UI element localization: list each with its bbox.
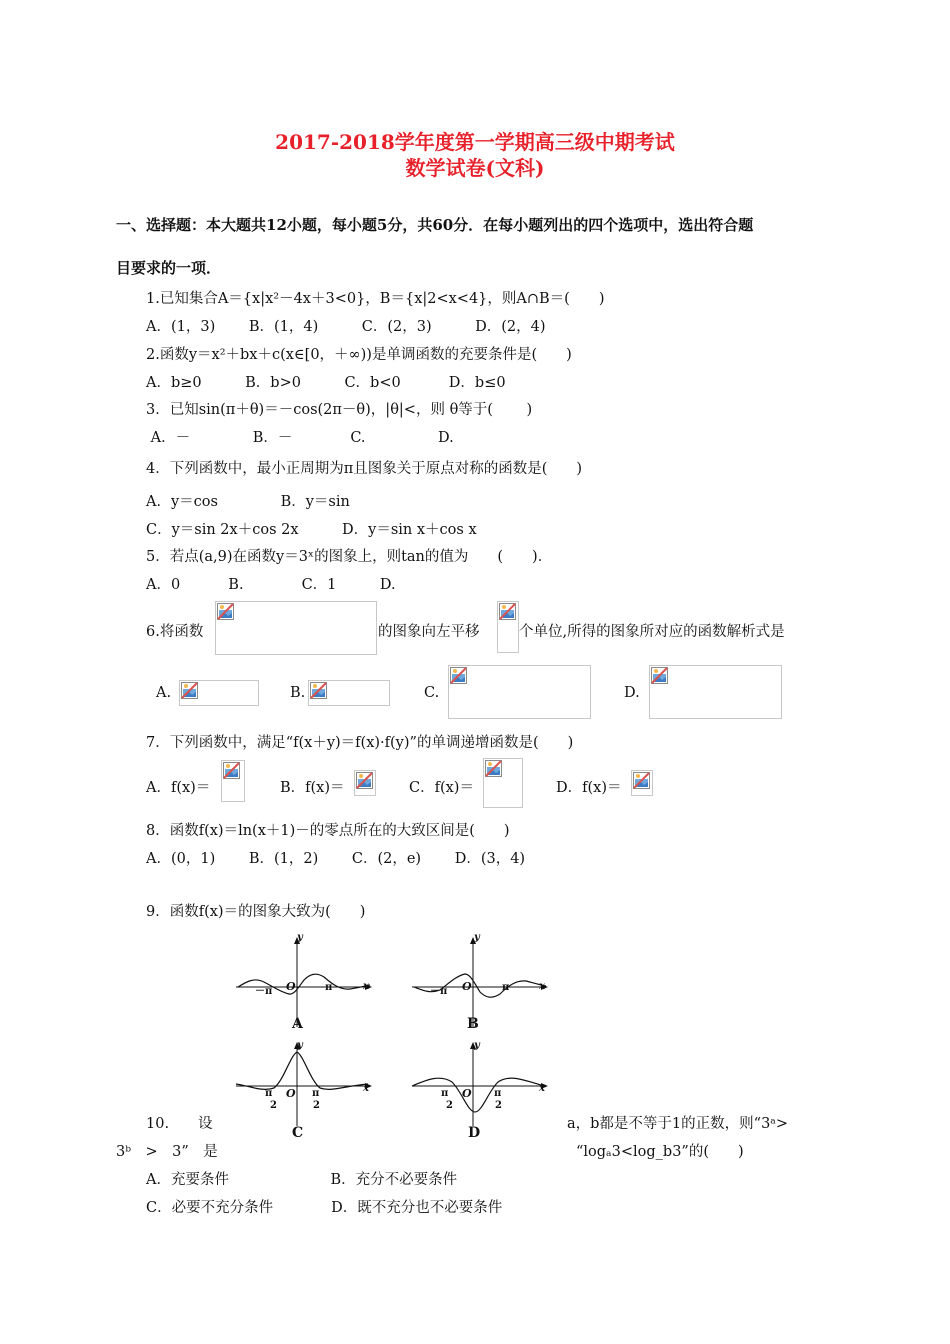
broken-image-icon bbox=[633, 772, 650, 789]
question-7-option-b: B．f(x)＝ bbox=[280, 780, 345, 796]
formula-image bbox=[649, 665, 782, 719]
section-heading: 一、选择题：本大题共12小题，每小题5分，共60分．在每小题列出的四个选项中，选出符合题 bbox=[116, 216, 754, 234]
tick-label: 2 bbox=[313, 1100, 320, 1111]
broken-image-icon bbox=[450, 667, 467, 684]
formula-image bbox=[179, 680, 259, 706]
question-7: 7．下列函数中，满足“f(x＋y)＝f(x)·f(y)”的单调递增函数是( ) bbox=[146, 735, 574, 751]
question-3-options: A．－ B．－ C. D. bbox=[146, 430, 454, 446]
section-heading-cont: 目要求的一项． bbox=[116, 259, 222, 277]
origin-label: O bbox=[462, 1087, 472, 1100]
tick-label: －π bbox=[430, 986, 448, 997]
question-8: 8．函数f(x)＝ln(x＋1)－的零点所在的大致区间是( ) bbox=[146, 823, 510, 839]
x-axis-label: x bbox=[363, 981, 369, 992]
question-6-option-b: B. bbox=[290, 685, 306, 701]
tick-label: 2 bbox=[446, 1100, 453, 1111]
formula-image bbox=[221, 760, 245, 802]
formula-image bbox=[483, 758, 523, 808]
question-10-options-1: A．充要条件 B．充分不必要条件 bbox=[146, 1172, 458, 1188]
question-4-options-2: C．y＝sin 2x＋cos 2x D．y＝sin x＋cos x bbox=[146, 522, 477, 538]
question-6-part-b: 的图象向左平移 bbox=[378, 624, 480, 640]
formula-image bbox=[448, 665, 591, 719]
question-8-options: A．(0，1) B．(1，2) C．(2，e) D．(3，4) bbox=[146, 851, 526, 867]
broken-image-icon bbox=[181, 682, 198, 699]
formula-image bbox=[631, 770, 653, 796]
tick-label: π bbox=[325, 982, 333, 993]
graph-a-label: A bbox=[292, 1016, 303, 1032]
graph-d-label: D bbox=[468, 1125, 481, 1141]
question-5: 5．若点(a,9)在函数y＝3ˣ的图象上，则tan的值为 ( )． bbox=[146, 549, 553, 565]
formula-image bbox=[215, 601, 377, 655]
broken-image-icon bbox=[217, 603, 234, 620]
tick-label: 2 bbox=[270, 1100, 277, 1111]
question-1: 1.已知集合A＝{x|x²－4x＋3<0}，B＝{x|2<x<4}，则A∩B＝( ) bbox=[146, 291, 605, 307]
y-axis-label: y bbox=[297, 932, 303, 943]
question-10-part-b: a，b都是不等于1的正数，则“3ᵃ> bbox=[567, 1116, 789, 1132]
graph-d bbox=[408, 1040, 553, 1130]
formula-image bbox=[308, 680, 390, 706]
question-2-options: A．b≥0 B．b>0 C．b<0 D．b≤0 bbox=[146, 375, 506, 391]
origin-label: O bbox=[286, 980, 296, 993]
question-10-part-a: 10. 设 bbox=[146, 1116, 213, 1132]
x-axis-label: x bbox=[539, 1083, 545, 1094]
exam-subtitle: 数学试卷(文科) bbox=[405, 156, 545, 180]
tick-label: π bbox=[494, 1088, 502, 1099]
y-axis-label: y bbox=[474, 1040, 480, 1051]
exam-title: 2017-2018学年度第一学期高三级中期考试 bbox=[275, 130, 675, 154]
question-4: 4．下列函数中，最小正周期为π且图象关于原点对称的函数是( ) bbox=[146, 461, 583, 477]
question-7-option-a: A．f(x)＝ bbox=[146, 780, 211, 796]
question-10-part-c: 3ᵇ > 3” 是 bbox=[116, 1144, 218, 1160]
broken-image-icon bbox=[485, 760, 502, 777]
question-7-option-c: C．f(x)＝ bbox=[409, 780, 474, 796]
tick-label: π bbox=[441, 1088, 449, 1099]
broken-image-icon bbox=[310, 682, 327, 699]
question-10-options-2: C．必要不充分条件 D．既不充分也不必要条件 bbox=[146, 1200, 503, 1216]
question-4-options-1: A．y＝cos B．y＝sin bbox=[146, 494, 350, 510]
graph-a bbox=[232, 932, 377, 1032]
tick-label: －π bbox=[255, 986, 273, 997]
question-3: 3．已知sin(π＋θ)＝－cos(2π－θ)，|θ|<，则 θ等于( ) bbox=[146, 402, 533, 418]
question-1-options: A．(1，3) B．(1，4) C．(2，3) D．(2，4) bbox=[146, 319, 546, 335]
graph-c bbox=[232, 1040, 377, 1130]
question-6-option-d: D. bbox=[624, 685, 640, 701]
graph-c-label: C bbox=[292, 1125, 304, 1141]
x-axis-label: x bbox=[539, 981, 545, 992]
x-axis-label: x bbox=[363, 1083, 369, 1094]
question-6-option-a: A. bbox=[156, 685, 172, 701]
question-2: 2.函数y＝x²＋bx＋c(x∈[0，＋∞))是单调函数的充要条件是( ) bbox=[146, 347, 572, 363]
tick-label: π bbox=[502, 982, 510, 993]
origin-label: O bbox=[286, 1087, 296, 1100]
broken-image-icon bbox=[651, 667, 668, 684]
broken-image-icon bbox=[356, 772, 373, 789]
tick-label: 2 bbox=[495, 1100, 502, 1111]
question-6-part-c: 个单位,所得的图象所对应的函数解析式是 bbox=[519, 624, 785, 640]
tick-label: π bbox=[312, 1088, 320, 1099]
broken-image-icon bbox=[223, 762, 240, 779]
formula-image bbox=[497, 601, 519, 653]
question-6-option-c: C. bbox=[424, 685, 440, 701]
question-9: 9．函数f(x)＝的图象大致为( ) bbox=[146, 904, 366, 920]
formula-image bbox=[354, 770, 376, 796]
y-axis-label: y bbox=[474, 932, 480, 943]
question-10-part-d: “logₐ3<log_b3”的( ) bbox=[576, 1144, 744, 1160]
question-6-part-a: 6.将函数 bbox=[146, 624, 204, 640]
question-7-option-d: D．f(x)＝ bbox=[556, 780, 622, 796]
y-axis-label: y bbox=[297, 1040, 303, 1051]
question-5-options: A．0 B. C．1 D. bbox=[146, 577, 396, 593]
tick-label: π bbox=[265, 1088, 273, 1099]
broken-image-icon bbox=[499, 603, 516, 620]
origin-label: O bbox=[462, 980, 472, 993]
graph-b-label: B bbox=[467, 1016, 479, 1032]
